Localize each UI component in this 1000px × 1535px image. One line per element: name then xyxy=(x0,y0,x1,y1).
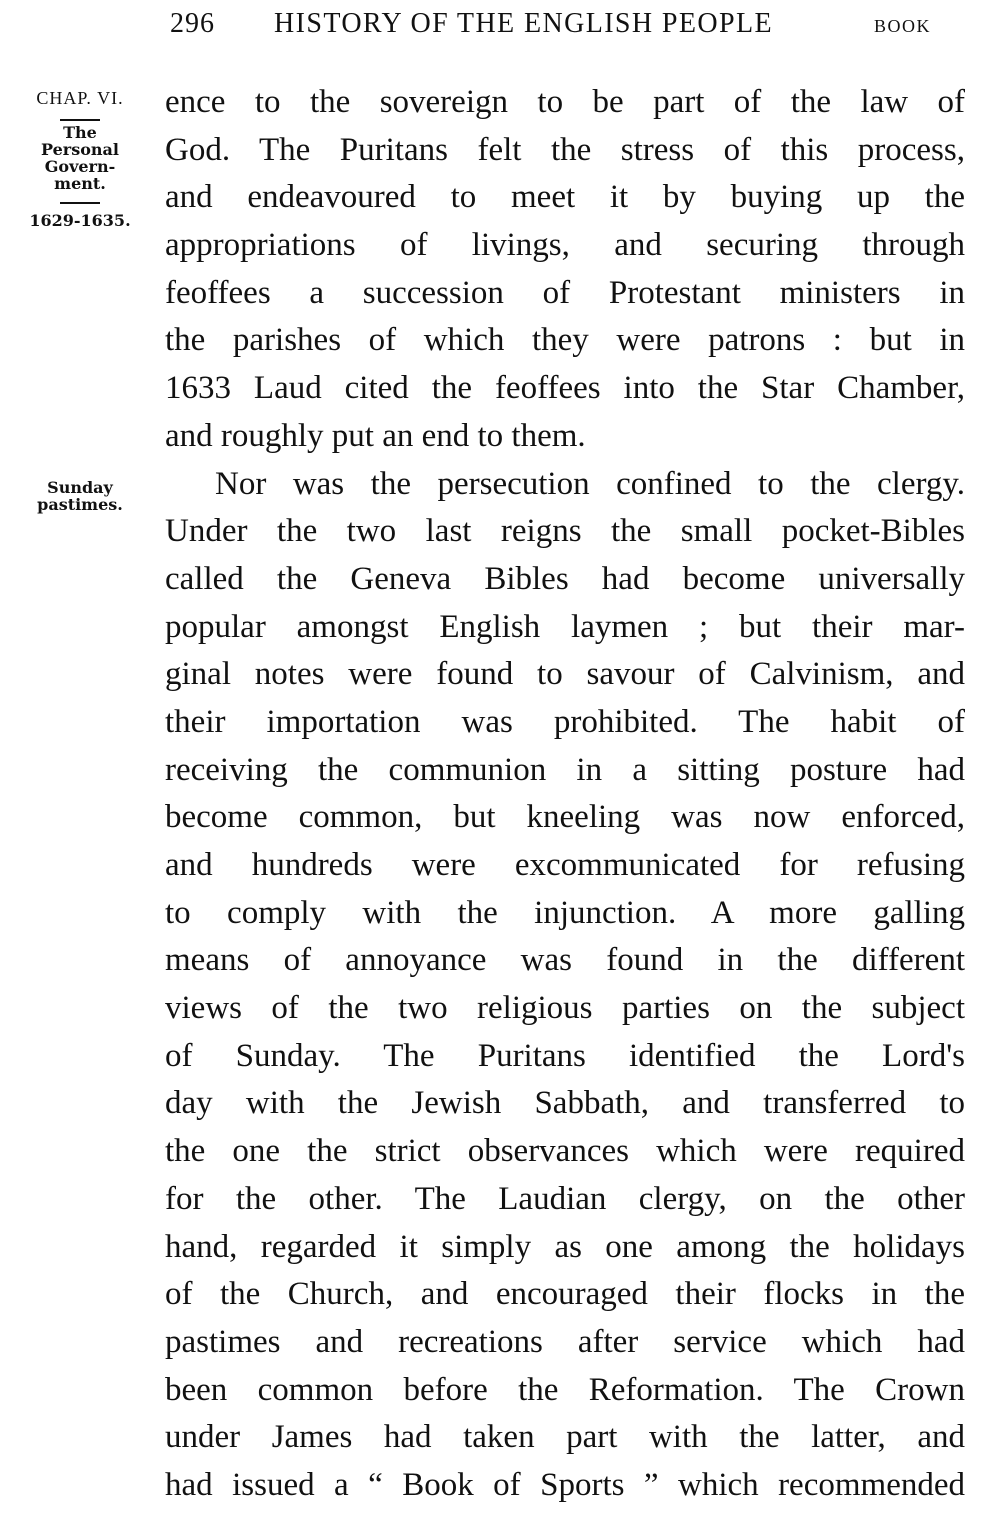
text-line: receiving the communion in a sitting posture had xyxy=(165,751,965,788)
margin-rule xyxy=(60,202,100,204)
margin-note-sunday xyxy=(0,479,160,513)
text-line: hand, regarded it simply as one among the holidays xyxy=(165,1228,965,1265)
section-title-line: Personal xyxy=(41,140,119,159)
text-line: day with the Jewish Sabbath, and transferred to xyxy=(165,1085,965,1122)
text-line: and hundreds were excommunicated for refusing xyxy=(165,847,965,883)
text-line: ence to the sovereign to be part of the law of xyxy=(165,84,965,120)
text-line: Nor was the persecution confined to the clergy. xyxy=(215,465,965,502)
section-title-line: ment. xyxy=(54,174,106,193)
text-line: God. The Puritans felt the stress of this process, xyxy=(165,131,965,168)
chapter-label: CHAP. VI. xyxy=(36,88,124,108)
text-line: and endeavoured to meet it by buying up the xyxy=(165,179,965,216)
page-number: 296 xyxy=(170,8,215,39)
text-line: of the Church, and encouraged their flocks in the xyxy=(165,1276,965,1313)
text-line: for the other. The Laudian clergy, on the other xyxy=(165,1180,965,1217)
text-line: ginal notes were found to savour of Calvinism, and xyxy=(165,656,965,693)
text-line: their importation was prohibited. The habit of xyxy=(165,703,965,740)
text-line: under James had taken part with the latter, and xyxy=(165,1419,965,1456)
section-title-line: Govern- xyxy=(44,157,116,176)
margin-rule xyxy=(60,119,100,121)
text-line: views of the two religious parties on the subject xyxy=(165,990,965,1027)
text-line: 1633 Laud cited the feoffees into the Star Chamber, xyxy=(165,370,965,407)
text-line: to comply with the injunction. A more galling xyxy=(165,894,965,931)
running-header xyxy=(0,6,1000,46)
text-line: feoffees a succession of Protestant ministers in xyxy=(165,274,965,311)
text-line: called the Geneva Bibles had become universally xyxy=(165,560,965,597)
body-text xyxy=(165,79,965,1510)
date-range: 1629-1635. xyxy=(29,211,131,230)
running-title: HISTORY OF THE ENGLISH PEOPLE xyxy=(274,8,774,39)
margin-note-chapter xyxy=(0,90,160,229)
text-line: pastimes and recreations after service which had xyxy=(165,1323,965,1360)
text-line: been common before the Reformation. The Crown xyxy=(165,1371,965,1408)
section-title-line: The xyxy=(63,123,97,142)
sunday-note-line: pastimes. xyxy=(37,495,123,514)
text-line: the parishes of which they were patrons : but in xyxy=(165,322,965,359)
text-line: appropriations of livings, and securing through xyxy=(165,227,965,264)
text-line: of Sunday. The Puritans identified the Lord's xyxy=(165,1037,965,1074)
text-line: popular amongst English laymen ; but their mar- xyxy=(165,608,965,645)
text-line: become common, but kneeling was now enforced, xyxy=(165,799,965,836)
text-line: means of annoyance was found in the different xyxy=(165,942,965,979)
book-label: BOOK xyxy=(874,16,932,36)
text-line: and roughly put an end to them. xyxy=(165,417,586,454)
sunday-note-line: Sunday xyxy=(47,478,113,497)
text-line: Under the two last reigns the small pocket-Bibles xyxy=(165,513,965,550)
text-line: the one the strict observances which were required xyxy=(165,1133,965,1170)
text-line: had issued a “ Book of Sports ” which recommended xyxy=(165,1466,965,1503)
